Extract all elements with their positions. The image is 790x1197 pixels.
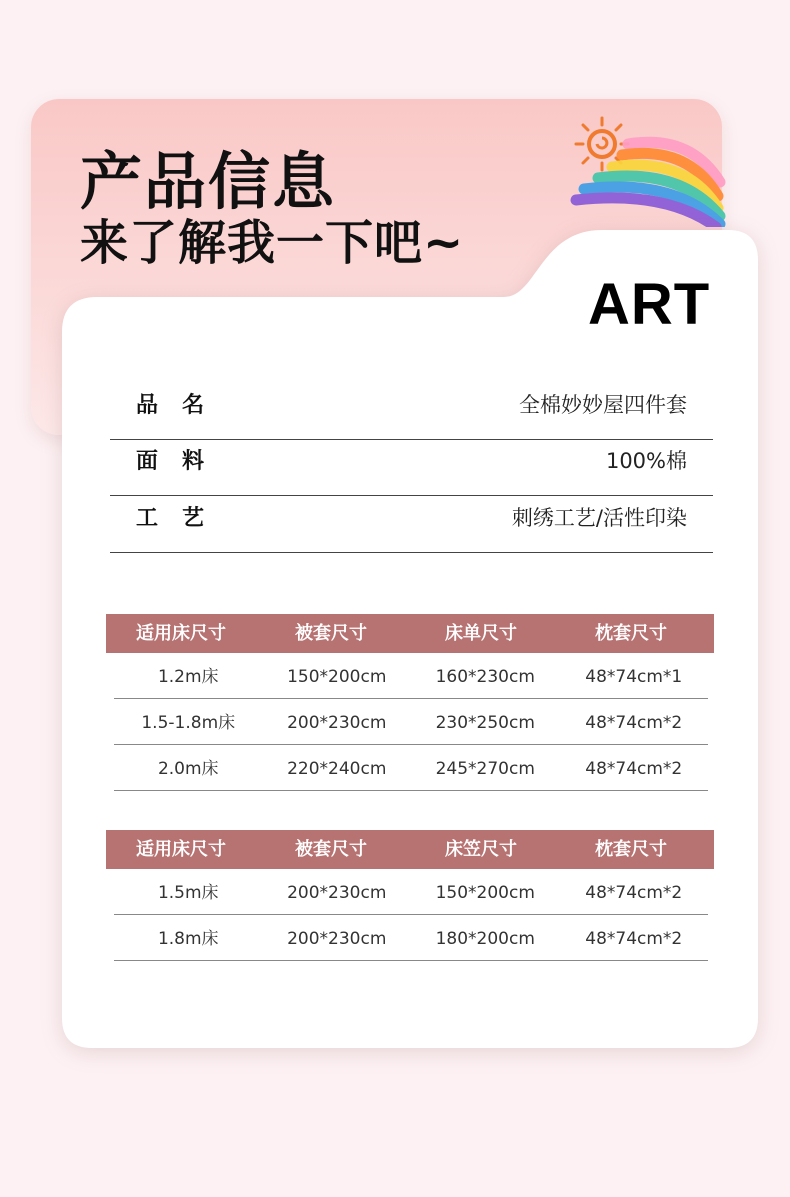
info-row-name xyxy=(110,384,713,440)
table-cell: 1.5-1.8m床 xyxy=(141,713,236,733)
info-row-craft xyxy=(110,497,713,553)
info-value: 100%棉 xyxy=(605,449,687,473)
column-header: 枕套尺寸 xyxy=(595,623,667,644)
table-row xyxy=(114,869,708,915)
table-cell: 1.8m床 xyxy=(157,929,219,949)
table-row xyxy=(114,915,708,961)
column-header: 被套尺寸 xyxy=(295,623,367,644)
column-header: 床单尺寸 xyxy=(445,623,517,644)
table-cell: 48*74cm*1 xyxy=(585,667,683,687)
table-cell: 200*230cm xyxy=(287,883,387,903)
size-table-2 xyxy=(106,830,714,961)
table-cell: 245*270cm xyxy=(435,759,535,779)
info-row-fabric xyxy=(110,440,713,496)
table-cell: 1.2m床 xyxy=(157,667,219,687)
info-value: 刺绣工艺/活性印染 xyxy=(511,506,687,530)
info-label: 工艺 xyxy=(136,506,229,531)
table-row xyxy=(114,699,708,745)
table-row xyxy=(114,653,708,699)
table-cell: 200*230cm xyxy=(287,929,387,949)
table-cell: 2.0m床 xyxy=(157,759,219,779)
table-header xyxy=(106,830,714,869)
table-cell: 200*230cm xyxy=(287,713,387,733)
info-value: 全棉妙妙屋四件套 xyxy=(519,393,687,417)
table-cell: 48*74cm*2 xyxy=(585,759,683,779)
table-cell: 220*240cm xyxy=(287,759,387,779)
size-table-1 xyxy=(106,614,714,791)
table-cell: 150*200cm xyxy=(435,883,535,903)
column-header: 被套尺寸 xyxy=(295,839,367,860)
column-header: 适用床尺寸 xyxy=(136,623,226,644)
column-header: 床笠尺寸 xyxy=(445,839,517,860)
table-header xyxy=(106,614,714,653)
table-row xyxy=(114,745,708,791)
table-cell: 48*74cm*2 xyxy=(585,929,683,949)
column-header: 枕套尺寸 xyxy=(595,839,667,860)
info-label: 品名 xyxy=(136,393,229,418)
page-title: 产品信息 xyxy=(80,145,337,218)
table-cell: 180*200cm xyxy=(435,929,535,949)
table-cell: 48*74cm*2 xyxy=(585,713,683,733)
page-subtitle: 来了解我一下吧~ xyxy=(80,215,465,271)
info-label: 面料 xyxy=(136,449,229,474)
table-cell: 160*230cm xyxy=(435,667,535,687)
brand-logo: ART xyxy=(588,272,711,337)
table-cell: 48*74cm*2 xyxy=(585,883,683,903)
table-cell: 1.5m床 xyxy=(157,883,219,903)
table-cell: 230*250cm xyxy=(435,713,535,733)
column-header: 适用床尺寸 xyxy=(136,839,226,860)
rainbow-icon xyxy=(570,112,730,227)
table-cell: 150*200cm xyxy=(287,667,387,687)
